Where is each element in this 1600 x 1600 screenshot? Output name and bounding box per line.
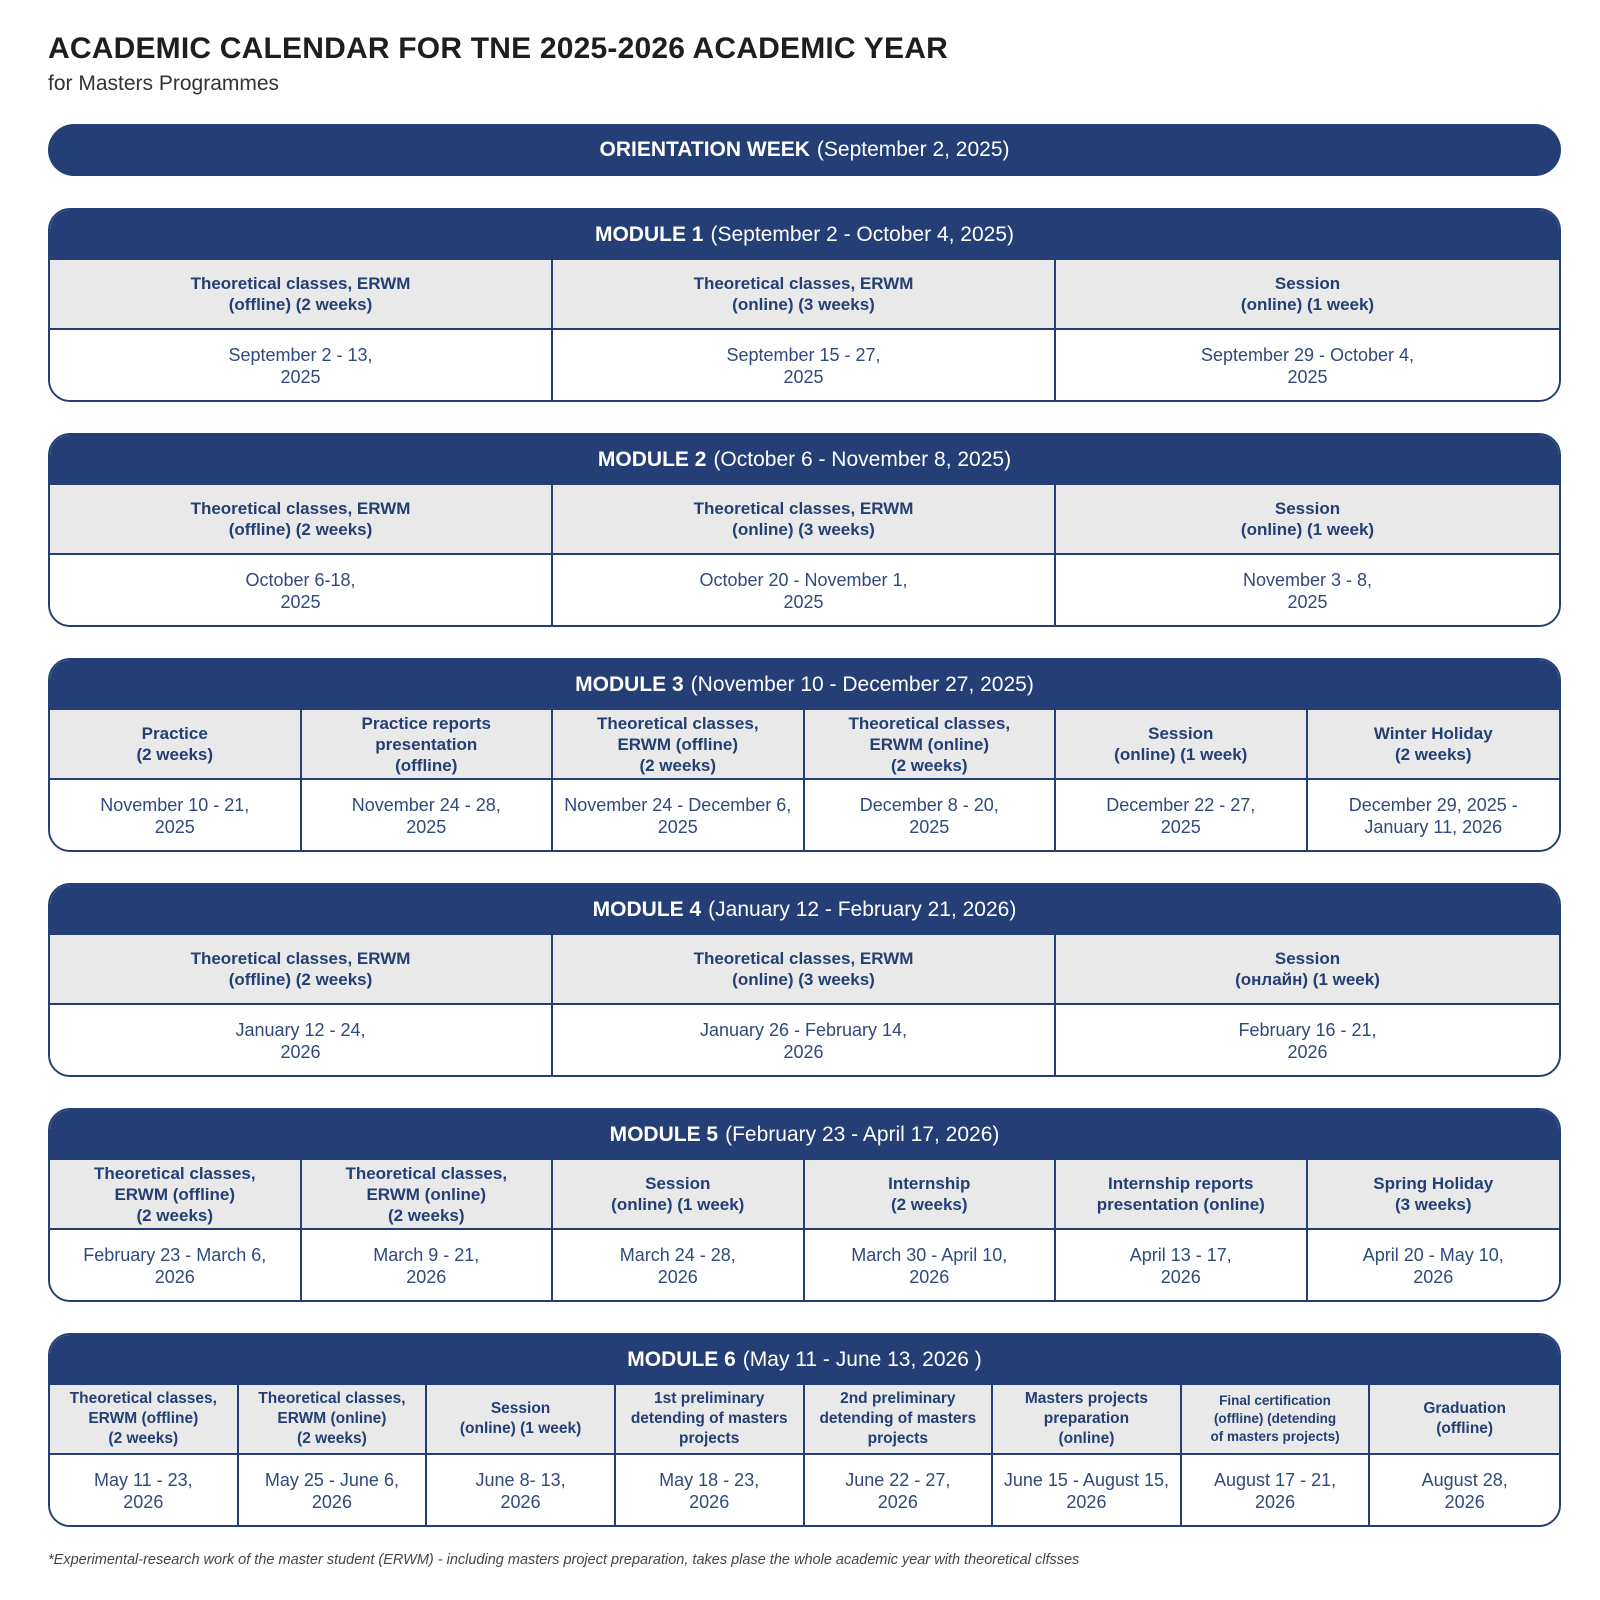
module-label: MODULE 3 [575,673,684,696]
column-header: Theoretical classes, ERWM (offline) (2 weeks) [553,710,805,780]
module-1-table [48,208,1561,402]
module-5-table [48,1108,1561,1302]
date-range: March 30 - April 10, 2026 [805,1230,1057,1302]
column-header: Internship (2 weeks) [805,1160,1057,1230]
module-label: MODULE 1 [594,223,704,246]
date-range: March 9 - 21, 2026 [302,1230,554,1302]
module-header [50,435,1559,485]
date-range: December 29, 2025 - January 11, 2026 [1308,780,1560,852]
column-header: 1st preliminary detending of masters projects [616,1385,805,1455]
date-range: December 8 - 20, 2025 [805,780,1057,852]
column-header: Session (online) (1 week) [427,1385,616,1455]
column-header: Session (online) (1 week) [1056,485,1559,555]
module-header [50,885,1559,935]
column-header: Practice reports presentation (offline) [302,710,554,780]
column-header: Masters projects preparation (online) [993,1385,1182,1455]
date-range: August 17 - 21, 2026 [1182,1455,1371,1527]
column-header: Internship reports presentation (online) [1056,1160,1308,1230]
column-header: Session (online) (1 week) [553,1160,805,1230]
date-range: April 13 - 17, 2026 [1056,1230,1308,1302]
page-title: ACADEMIC CALENDAR FOR TNE 2025-2026 ACADEMIC YEAR [48,32,948,65]
module-label: MODULE 2 [597,448,707,471]
module-6-table [48,1333,1561,1527]
module-label: MODULE 6 [627,1348,736,1371]
date-range: May 18 - 23, 2026 [616,1455,805,1527]
module-2-table [48,433,1561,627]
module-header [50,660,1559,710]
date-range: April 20 - May 10, 2026 [1308,1230,1560,1302]
orientation-dates: (September 2, 2025) [816,138,1010,161]
module-header [50,1110,1559,1160]
column-header: Graduation (offline) [1370,1385,1559,1455]
column-header: Practice (2 weeks) [50,710,302,780]
date-range: September 2 - 13, 2025 [50,330,553,402]
column-header: Theoretical classes, ERWM (online) (2 weeks) [805,710,1057,780]
module-dates: (October 6 - November 8, 2025) [713,448,1012,471]
column-header: Theoretical classes, ERWM (online) (2 weeks) [239,1385,428,1455]
module-dates: (November 10 - December 27, 2025) [690,673,1034,696]
date-range: January 12 - 24, 2026 [50,1005,553,1077]
column-header: 2nd preliminary detending of masters projects [805,1385,994,1455]
column-header: Session (online) (1 week) [1056,260,1559,330]
module-dates: (February 23 - April 17, 2026) [725,1123,1000,1146]
footnote: *Experimental-research work of the master student (ERWM) - including masters project preparation, takes plase the whole academic year with theoretical clfsses [48,1552,1080,1568]
column-header: Theoretical classes, ERWM (offline) (2 weeks) [50,935,553,1005]
module-dates: (January 12 - February 21, 2026) [708,898,1017,921]
date-range: January 26 - February 14, 2026 [553,1005,1056,1077]
module-header [50,210,1559,260]
date-range: November 24 - 28, 2025 [302,780,554,852]
date-range: October 20 - November 1, 2025 [553,555,1056,627]
date-range: November 10 - 21, 2025 [50,780,302,852]
column-header: Spring Holiday (3 weeks) [1308,1160,1560,1230]
module-dates: (September 2 - October 4, 2025) [710,223,1014,246]
column-header: Theoretical classes, ERWM (online) (3 weeks) [553,935,1056,1005]
orientation-label: ORIENTATION WEEK [599,138,810,161]
date-range: June 22 - 27, 2026 [805,1455,994,1527]
module-label: MODULE 5 [609,1123,719,1146]
date-range: March 24 - 28, 2026 [553,1230,805,1302]
column-header: Session (online) (1 week) [1056,710,1308,780]
column-header: Final certification (offline) (detending of masters projects) [1182,1385,1371,1455]
module-dates: (May 11 - June 13, 2026 ) [742,1348,982,1371]
date-range: February 16 - 21, 2026 [1056,1005,1559,1077]
page-subtitle: for Masters Programmes [48,72,280,95]
date-range: May 25 - June 6, 2026 [239,1455,428,1527]
date-range: November 3 - 8, 2025 [1056,555,1559,627]
date-range: June 8- 13, 2026 [427,1455,616,1527]
date-range: May 11 - 23, 2026 [50,1455,239,1527]
date-range: September 29 - October 4, 2025 [1056,330,1559,402]
column-header: Theoretical classes, ERWM (online) (3 weeks) [553,485,1056,555]
column-header: Winter Holiday (2 weeks) [1308,710,1560,780]
module-label: MODULE 4 [592,898,702,921]
column-header: Theoretical classes, ERWM (offline) (2 weeks) [50,1385,239,1455]
column-header: Theoretical classes, ERWM (online) (3 weeks) [553,260,1056,330]
date-range: December 22 - 27, 2025 [1056,780,1308,852]
module-4-table [48,883,1561,1077]
orientation-week-banner [48,124,1561,176]
column-header: Theoretical classes, ERWM (online) (2 weeks) [302,1160,554,1230]
column-header: Session (онлайн) (1 week) [1056,935,1559,1005]
date-range: February 23 - March 6, 2026 [50,1230,302,1302]
column-header: Theoretical classes, ERWM (offline) (2 weeks) [50,485,553,555]
column-header: Theoretical classes, ERWM (offline) (2 weeks) [50,1160,302,1230]
column-header: Theoretical classes, ERWM (offline) (2 weeks) [50,260,553,330]
module-header [50,1335,1559,1385]
date-range: June 15 - August 15, 2026 [993,1455,1182,1527]
date-range: September 15 - 27, 2025 [553,330,1056,402]
module-3-table [48,658,1561,852]
date-range: August 28, 2026 [1370,1455,1559,1527]
date-range: October 6-18, 2025 [50,555,553,627]
date-range: November 24 - December 6, 2025 [553,780,805,852]
